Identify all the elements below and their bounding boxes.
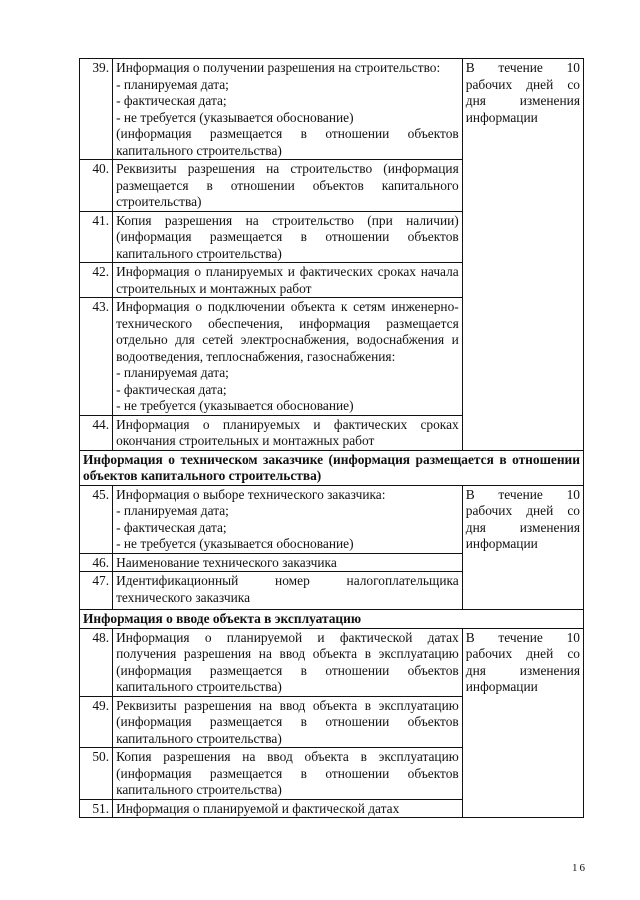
description-line: Информация о подключении объекта к сетям инженерно-технического обеспечения, информация размещается отдельно для сетей электроснабжения, водоснабжения и водоотведения, теплоснабжения, газоснабжения: xyxy=(116,299,459,364)
description-line: - планируемая дата; xyxy=(116,503,229,518)
item-number: 48. xyxy=(80,628,113,696)
description-line: Копия разрешения на ввод объекта в эксплуатацию (информация размещается в отношении объектов капитального строительства) xyxy=(116,749,459,797)
description-line: - планируемая дата; xyxy=(116,365,229,380)
description-line: - не требуется (указывается обоснование) xyxy=(116,536,354,551)
description-line: Копия разрешения на строительство (при наличии) (информация размещается в отношении объектов капитального строительства) xyxy=(116,212,459,261)
item-description xyxy=(113,799,463,818)
section-title: Информация о техническом заказчике (информация размещается в отношении объектов капитального строительства) xyxy=(80,450,584,485)
section-header-row xyxy=(80,610,584,629)
item-description xyxy=(113,263,463,298)
section-header-row xyxy=(80,450,584,485)
deadline-cell: В течение 10 рабочих дней со дня изменения информации xyxy=(462,485,583,610)
description-line: - планируемая дата; xyxy=(116,76,229,92)
item-number: 49. xyxy=(80,696,113,748)
description-line: Информация о получении разрешения на строительство: xyxy=(116,60,441,75)
table-row xyxy=(80,59,584,160)
item-description xyxy=(113,415,463,450)
item-number: 40. xyxy=(80,160,113,212)
description-line: - не требуется (указывается обоснование) xyxy=(116,109,354,125)
description-line: - не требуется (указывается обоснование) xyxy=(116,398,354,413)
item-number: 50. xyxy=(80,748,113,800)
table-row xyxy=(80,628,584,696)
item-number: 41. xyxy=(80,211,113,263)
description-line: - фактическая дата; xyxy=(116,93,227,108)
item-number: 45. xyxy=(80,485,113,553)
description-line: (информация размещается в отношении объектов капитального строительства) xyxy=(116,126,459,158)
item-number: 39. xyxy=(80,59,113,160)
deadline-cell: В течение 10 рабочих дней со дня изменения информации xyxy=(462,628,583,818)
item-number: 51. xyxy=(80,799,113,818)
item-number: 47. xyxy=(80,572,113,610)
description-line: Реквизиты разрешения на ввод объекта в эксплуатацию (информация размещается в отношении объектов капитального строительства) xyxy=(116,697,459,746)
description-line: - фактическая дата; xyxy=(116,519,227,535)
item-number: 43. xyxy=(80,298,113,416)
item-description xyxy=(113,553,463,572)
item-description xyxy=(113,298,463,416)
requirements-table xyxy=(79,58,584,818)
item-description xyxy=(113,211,463,263)
page-number: 16 xyxy=(572,862,587,874)
description-line: Информация о планируемых и фактических сроках окончания строительных и монтажных работ xyxy=(116,416,459,448)
item-description xyxy=(113,572,463,610)
description-line: Реквизиты разрешения на строительство (информация размещается в отношении объектов капитального строительства) xyxy=(116,161,459,209)
item-description xyxy=(113,748,463,800)
item-description xyxy=(113,160,463,212)
description-line: Идентификационный номер налогоплательщика технического заказчика xyxy=(116,573,459,605)
item-number: 42. xyxy=(80,263,113,298)
item-number: 46. xyxy=(80,553,113,572)
item-description xyxy=(113,59,463,160)
section-title: Информация о вводе объекта в эксплуатацию xyxy=(80,610,584,629)
description-line: - фактическая дата; xyxy=(116,381,227,397)
deadline-cell: В течение 10 рабочих дней со дня изменения информации xyxy=(462,59,583,451)
requirements-table-body xyxy=(80,59,584,818)
table-row xyxy=(80,485,584,553)
description-line: Информация о выборе технического заказчика: xyxy=(116,486,386,502)
description-line: Информация о планируемой и фактической датах получения разрешения на ввод объекта в эксплуатацию (информация размещается в отношении объектов капитального строительства) xyxy=(116,629,459,694)
description-line: Информация о планируемой и фактической датах xyxy=(116,800,400,816)
description-line: Наименование технического заказчика xyxy=(116,554,337,570)
item-description xyxy=(113,485,463,553)
item-description xyxy=(113,628,463,696)
description-line: Информация о планируемых и фактических сроках начала строительных и монтажных работ xyxy=(116,264,459,296)
item-number: 44. xyxy=(80,415,113,450)
item-description xyxy=(113,696,463,748)
